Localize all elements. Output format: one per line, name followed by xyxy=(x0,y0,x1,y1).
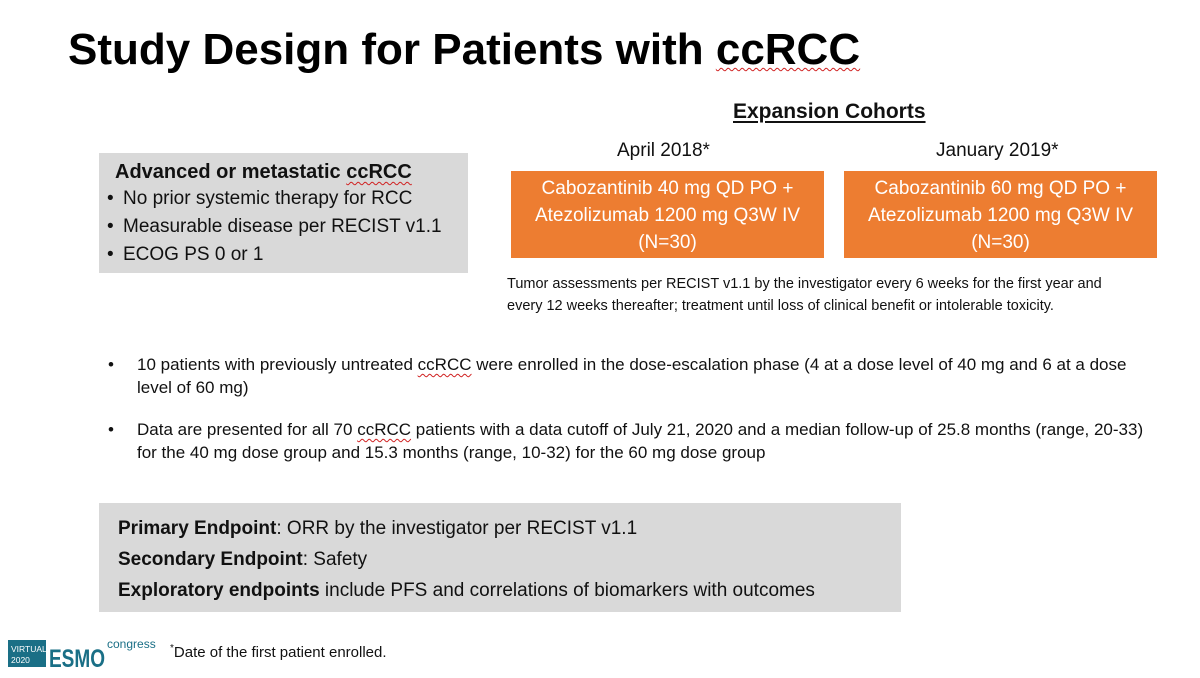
population-heading: Advanced or metastatic ccRCC xyxy=(115,161,412,183)
cohort-1-drug-2: Atezolizumab 1200 mg Q3W IV xyxy=(534,205,801,226)
svg-text:congress: congress xyxy=(107,637,156,651)
population-item: • No prior systemic therapy for RCC xyxy=(107,185,468,213)
population-box xyxy=(99,153,468,273)
bullet-dot: • xyxy=(107,244,114,265)
bullet-dose-escalation: 10 patients with previously untreated ccRCC were enrolled in the dose-escalation phase (4 at a dose level of 40 mg and 6 at a dose level of 60 mg) xyxy=(137,355,1127,397)
esmo-congress-logo xyxy=(8,636,158,670)
svg-text:ESMO: ESMO xyxy=(49,645,105,670)
exploratory-endpoints: Exploratory endpoints include PFS and correlations of biomarkers with outcomes xyxy=(118,580,815,601)
cohort-2-date: January 2019* xyxy=(936,140,1059,161)
tumor-assessment-note: Tumor assessments per RECIST v1.1 by the investigator every 6 weeks for the first year and every 12 weeks thereafter; treatment until loss of clinical benefit or intolerable toxicity. xyxy=(507,276,1102,314)
population-item: • ECOG PS 0 or 1 xyxy=(107,241,468,269)
cohort-1-n: (N=30) xyxy=(638,232,697,253)
title-term: ccRCC xyxy=(715,25,861,74)
secondary-endpoint: Secondary Endpoint: Safety xyxy=(118,549,368,570)
slide-title: Study Design for Patients with ccRCC xyxy=(68,25,861,74)
bullet-dot: • xyxy=(107,216,114,237)
cohort-40mg-box xyxy=(511,171,824,258)
svg-text:VIRTUAL: VIRTUAL xyxy=(11,644,47,654)
primary-endpoint: Primary Endpoint: ORR by the investigator per RECIST v1.1 xyxy=(118,518,638,539)
cohort-1-drug-1: Cabozantinib 40 mg QD PO + xyxy=(541,178,794,199)
svg-text:2020: 2020 xyxy=(11,655,30,665)
bullet-dot: • xyxy=(107,188,114,209)
bullet-data-cutoff: Data are presented for all 70 ccRCC patients with a data cutoff of July 21, 2020 and a median follow-up of 25.8 months (range, 20-33) for the 40 mg dose group and 15.3 months (range, 10-32) for the 60 mg dose group xyxy=(137,420,1144,462)
bullet-dot: • xyxy=(108,355,114,374)
cohort-1-date: April 2018* xyxy=(617,140,710,161)
expansion-cohorts-heading: Expansion Cohorts xyxy=(733,100,926,123)
endpoints-box xyxy=(99,503,901,612)
population-item: • Measurable disease per RECIST v1.1 xyxy=(107,213,468,241)
cohort-2-n: (N=30) xyxy=(971,232,1030,253)
cohort-2-drug-2: Atezolizumab 1200 mg Q3W IV xyxy=(867,205,1134,226)
cohort-60mg-box xyxy=(844,171,1157,258)
cohort-2-drug-1: Cabozantinib 60 mg QD PO + xyxy=(874,178,1127,199)
population-term: ccRCC xyxy=(346,161,412,183)
bullet-dot: • xyxy=(108,420,114,439)
footnote: *Date of the first patient enrolled. xyxy=(170,643,387,661)
